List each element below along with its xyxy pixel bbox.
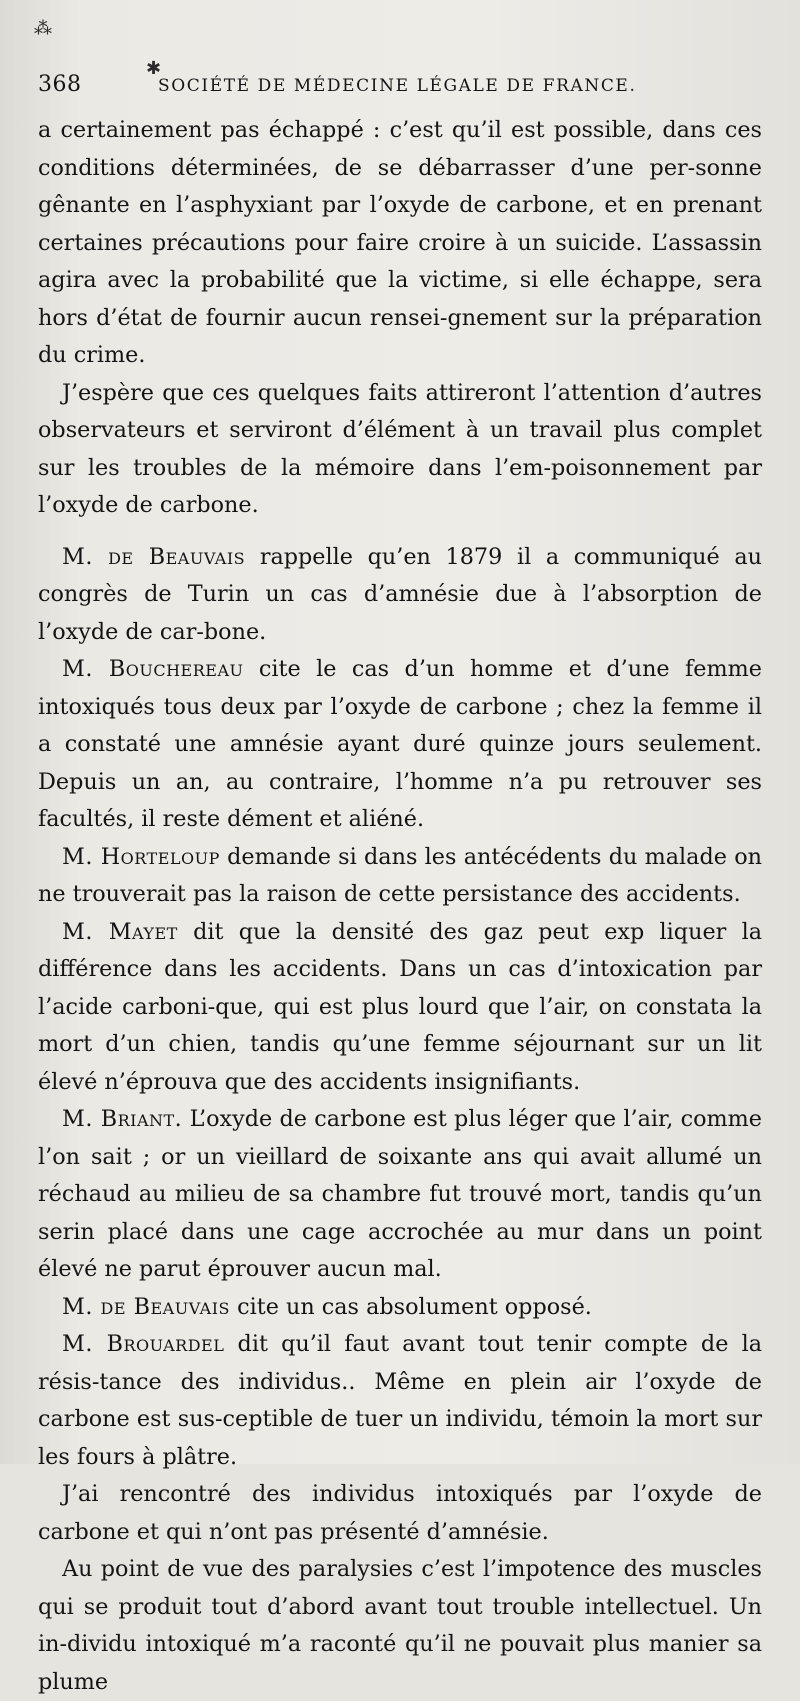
paragraph-text: dit que la densité des gaz peut exp liquer la différence dans les accidents. Dans un cas d’intoxication par l’acide carboni-que, qui est plus lourd que l’air, on constata la mort d’un chien, tandis qu’une femme séjournant sur un lit élevé n’éprouva que des accidents insignifiants. bbox=[38, 918, 762, 1095]
paragraph bbox=[38, 914, 762, 1102]
speaker-name: M. de Beauvais bbox=[62, 543, 246, 570]
paragraph-text: L’oxyde de carbone est plus léger que l’air, comme l’on sait ; or un vieillard de soixante ans qui avait allumé un réchaud au milieu de sa chambre fut trouvé mort, tandis qu’un serin placé dans une cage accrochée au mur dans un point élevé ne parut éprouver aucun mal. bbox=[38, 1106, 763, 1282]
paragraph bbox=[38, 112, 762, 375]
paragraph-text: J’espère que ces quelques faits attireront l’attention d’autres observateurs et serviront d’élément à un travail plus complet sur les troubles de la mémoire dans l’em-poisonnement par l’oxyde de carbone. bbox=[38, 379, 762, 518]
page-header bbox=[38, 72, 760, 106]
paragraph-text: cite le cas d’un homme et d’une femme intoxiqués tous deux par l’oxyde de carbone ; chez la femme il a constaté une amnésie ayant duré quinze jours seulement. Depuis un an, au contraire, l’homme n’a pu retrouver ses facultés, il reste dément et aliéné. bbox=[38, 656, 762, 832]
body-text bbox=[38, 112, 762, 1701]
paragraph-text: a certainement pas échappé : c’est qu’il est possible, dans ces conditions déterminées, de se débarrasser d’une per-sonne gênante en l’asphyxiant par l’oxyde de carbone, et en prenant certaines précautions pour faire croire à un suicide. L’assassin agira avec la probabilité que la victime, si elle échappe, sera hors d’état de fournir aucun rensei-gnement sur la préparation du crime. bbox=[38, 117, 762, 368]
speaker-name: M. Briant. bbox=[62, 1106, 183, 1132]
paragraph-text: cite un cas absolument opposé. bbox=[237, 1293, 592, 1320]
paragraph-text: dit qu’il faut avant tout tenir compte de la résis-tance des individus.. Même en plein air l’oxyde de carbone est sus-ceptible de tuer un individu, témoin la mort sur les fours à plâtre. bbox=[38, 1331, 762, 1470]
running-head: SOCIÉTÉ DE MÉDECINE LÉGALE DE FRANCE. bbox=[158, 76, 637, 96]
ink-mark-icon: ✱ bbox=[146, 58, 162, 79]
speaker-name: M. Bouchereau bbox=[62, 656, 244, 682]
paragraph-text: demande si dans les antécédents du malade on ne trouverait pas la raison de cette persistance des accidents. bbox=[38, 843, 762, 907]
paragraph-text: Au point de vue des paralysies c’est l’impotence des muscles qui se produit tout d’abord avant tout trouble intellectuel. Un in-dividu intoxiqué m’a raconté qu’il ne pouvait plus manier sa plume bbox=[38, 1556, 762, 1695]
paragraph bbox=[38, 1551, 762, 1701]
paragraph-text: rappelle qu’en 1879 il a communiqué au congrès de Turin un cas d’amnésie due à l’absorption de l’oxyde de car-bone. bbox=[38, 543, 762, 645]
ink-mark-icon: ⁂ bbox=[34, 18, 52, 39]
page-number: 368 bbox=[38, 72, 82, 97]
paragraph bbox=[38, 1101, 762, 1289]
speaker-name: M. de Beauvais bbox=[62, 1293, 231, 1320]
speaker-name: M. Horteloup bbox=[62, 843, 220, 870]
paragraph bbox=[38, 1476, 762, 1551]
paragraph bbox=[38, 539, 762, 652]
paragraph bbox=[38, 1289, 762, 1327]
paragraph bbox=[38, 1326, 762, 1476]
speaker-name: M. Brouardel bbox=[62, 1331, 225, 1357]
paragraph bbox=[38, 375, 762, 525]
paragraph-text: J’ai rencontré des individus intoxiqués par l’oxyde de carbone et qui n’ont pas présenté d’amnésie. bbox=[38, 1481, 762, 1545]
paragraph bbox=[38, 651, 762, 839]
speaker-name: M. Mayet bbox=[62, 918, 178, 945]
paragraph bbox=[38, 839, 762, 914]
